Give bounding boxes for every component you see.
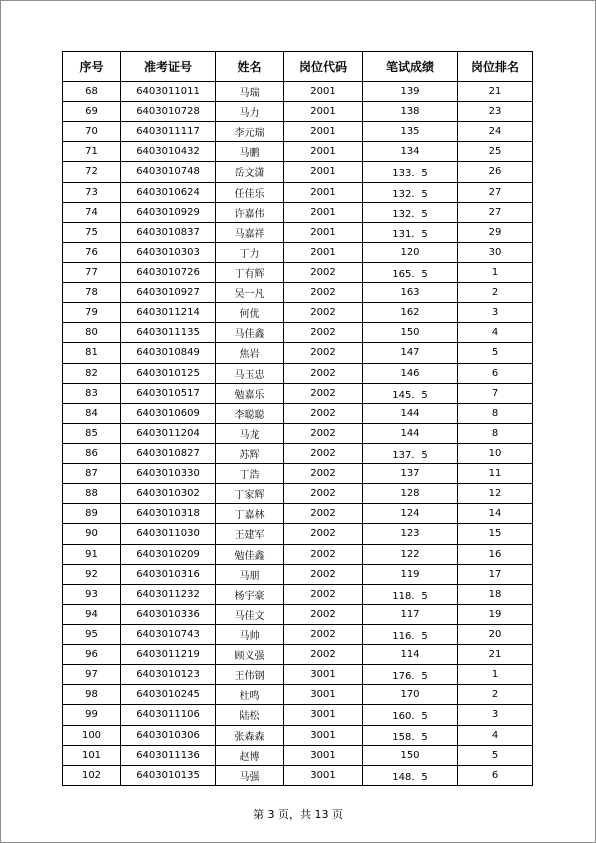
cell-name: 杜鸣 <box>216 685 284 705</box>
cell-serial-number: 72 <box>63 162 121 182</box>
cell-position-rank: 7 <box>458 383 533 403</box>
cell-position-code: 3001 <box>284 705 363 725</box>
cell-written-score: 132．5 <box>363 182 458 202</box>
cell-name: 马帅 <box>216 624 284 644</box>
cell-admission-ticket: 6403011030 <box>121 524 216 544</box>
cell-position-code: 2002 <box>284 363 363 383</box>
cell-position-rank: 11 <box>458 464 533 484</box>
cell-position-rank: 6 <box>458 765 533 785</box>
cell-position-rank: 23 <box>458 102 533 122</box>
cell-position-code: 2001 <box>284 182 363 202</box>
table-row <box>63 383 533 403</box>
cell-name: 丁家辉 <box>216 484 284 504</box>
cell-written-score: 119 <box>363 564 458 584</box>
results-table <box>62 51 533 786</box>
cell-serial-number: 77 <box>63 262 121 282</box>
cell-name: 许嘉伟 <box>216 202 284 222</box>
cell-position-code: 2002 <box>284 624 363 644</box>
cell-admission-ticket: 6403010743 <box>121 624 216 644</box>
cell-name: 杨宇豪 <box>216 584 284 604</box>
cell-serial-number: 96 <box>63 645 121 665</box>
page-footer: 第 3 页，共 13 页 <box>253 808 343 821</box>
cell-admission-ticket: 6403010748 <box>121 162 216 182</box>
cell-name: 岳文潇 <box>216 162 284 182</box>
table-row <box>63 624 533 644</box>
cell-written-score: 132．5 <box>363 202 458 222</box>
cell-admission-ticket: 6403010624 <box>121 182 216 202</box>
cell-serial-number: 74 <box>63 202 121 222</box>
cell-name: 马鹏 <box>216 142 284 162</box>
cell-name: 勉嘉乐 <box>216 383 284 403</box>
cell-serial-number: 100 <box>63 725 121 745</box>
cell-serial-number: 102 <box>63 765 121 785</box>
cell-serial-number: 91 <box>63 544 121 564</box>
cell-name: 张森森 <box>216 725 284 745</box>
cell-position-rank: 3 <box>458 303 533 323</box>
cell-serial-number: 85 <box>63 423 121 443</box>
table-row <box>63 222 533 242</box>
cell-position-rank: 29 <box>458 222 533 242</box>
cell-written-score: 144 <box>363 423 458 443</box>
cell-serial-number: 97 <box>63 665 121 685</box>
cell-position-code: 2002 <box>284 423 363 443</box>
table-row <box>63 504 533 524</box>
cell-written-score: 128 <box>363 484 458 504</box>
table-row <box>63 765 533 785</box>
cell-written-score: 147 <box>363 343 458 363</box>
cell-position-rank: 1 <box>458 262 533 282</box>
cell-position-code: 2002 <box>284 403 363 423</box>
cell-position-code: 2002 <box>284 484 363 504</box>
cell-name: 马强 <box>216 765 284 785</box>
cell-position-rank: 21 <box>458 82 533 102</box>
cell-position-code: 2002 <box>284 343 363 363</box>
cell-position-rank: 16 <box>458 544 533 564</box>
cell-position-code: 3001 <box>284 765 363 785</box>
cell-admission-ticket: 6403011214 <box>121 303 216 323</box>
cell-position-rank: 20 <box>458 624 533 644</box>
cell-position-rank: 14 <box>458 504 533 524</box>
cell-name: 马瑞 <box>216 82 284 102</box>
cell-serial-number: 89 <box>63 504 121 524</box>
cell-position-code: 2002 <box>284 504 363 524</box>
cell-position-rank: 4 <box>458 323 533 343</box>
cell-admission-ticket: 6403011135 <box>121 323 216 343</box>
cell-position-code: 2002 <box>284 443 363 463</box>
cell-position-rank: 26 <box>458 162 533 182</box>
cell-position-code: 3001 <box>284 745 363 765</box>
cell-admission-ticket: 6403010927 <box>121 283 216 303</box>
cell-serial-number: 93 <box>63 584 121 604</box>
cell-name: 丁力 <box>216 242 284 262</box>
cell-written-score: 123 <box>363 524 458 544</box>
header-serial-number: 序号 <box>63 52 121 82</box>
table-row <box>63 303 533 323</box>
cell-name: 马佳鑫 <box>216 323 284 343</box>
cell-written-score: 146 <box>363 363 458 383</box>
cell-serial-number: 90 <box>63 524 121 544</box>
cell-admission-ticket: 6403010827 <box>121 443 216 463</box>
cell-name: 马力 <box>216 102 284 122</box>
cell-admission-ticket: 6403010135 <box>121 765 216 785</box>
cell-position-code: 2001 <box>284 202 363 222</box>
cell-position-rank: 10 <box>458 443 533 463</box>
table-row <box>63 242 533 262</box>
table-row <box>63 443 533 463</box>
cell-position-code: 2001 <box>284 82 363 102</box>
cell-admission-ticket: 6403010123 <box>121 665 216 685</box>
table-row <box>63 604 533 624</box>
cell-admission-ticket: 6403010209 <box>121 544 216 564</box>
cell-written-score: 118．5 <box>363 584 458 604</box>
cell-serial-number: 94 <box>63 604 121 624</box>
cell-position-rank: 15 <box>458 524 533 544</box>
table-row <box>63 122 533 142</box>
cell-serial-number: 75 <box>63 222 121 242</box>
table-header-row <box>63 52 533 82</box>
cell-written-score: 124 <box>363 504 458 524</box>
cell-admission-ticket: 6403010609 <box>121 403 216 423</box>
cell-admission-ticket: 6403010336 <box>121 604 216 624</box>
cell-name: 马朋 <box>216 564 284 584</box>
cell-written-score: 134 <box>363 142 458 162</box>
cell-position-rank: 8 <box>458 423 533 443</box>
cell-admission-ticket: 6403010432 <box>121 142 216 162</box>
cell-admission-ticket: 6403010849 <box>121 343 216 363</box>
table-row <box>63 82 533 102</box>
cell-position-rank: 1 <box>458 665 533 685</box>
cell-position-rank: 18 <box>458 584 533 604</box>
cell-serial-number: 88 <box>63 484 121 504</box>
cell-written-score: 122 <box>363 544 458 564</box>
cell-serial-number: 92 <box>63 564 121 584</box>
cell-position-code: 2002 <box>284 262 363 282</box>
table-row <box>63 544 533 564</box>
cell-written-score: 163 <box>363 283 458 303</box>
cell-name: 马玉忠 <box>216 363 284 383</box>
cell-position-code: 2002 <box>284 383 363 403</box>
cell-name: 任佳乐 <box>216 182 284 202</box>
cell-admission-ticket: 6403010330 <box>121 464 216 484</box>
cell-name: 焦岩 <box>216 343 284 363</box>
cell-serial-number: 95 <box>63 624 121 644</box>
cell-position-code: 3001 <box>284 665 363 685</box>
cell-position-code: 2002 <box>284 303 363 323</box>
cell-position-code: 2001 <box>284 102 363 122</box>
cell-position-rank: 19 <box>458 604 533 624</box>
cell-position-code: 2002 <box>284 544 363 564</box>
table-row <box>63 745 533 765</box>
cell-serial-number: 87 <box>63 464 121 484</box>
cell-admission-ticket: 6403011117 <box>121 122 216 142</box>
cell-position-rank: 27 <box>458 202 533 222</box>
table-row <box>63 423 533 443</box>
cell-admission-ticket: 6403010316 <box>121 564 216 584</box>
table-row <box>63 403 533 423</box>
cell-admission-ticket: 6403010517 <box>121 383 216 403</box>
cell-position-rank: 5 <box>458 343 533 363</box>
cell-admission-ticket: 6403011204 <box>121 423 216 443</box>
cell-position-code: 2002 <box>284 604 363 624</box>
cell-serial-number: 84 <box>63 403 121 423</box>
cell-written-score: 114 <box>363 645 458 665</box>
cell-written-score: 170 <box>363 685 458 705</box>
cell-written-score: 145．5 <box>363 383 458 403</box>
table-row <box>63 262 533 282</box>
cell-position-rank: 17 <box>458 564 533 584</box>
cell-name: 丁浩 <box>216 464 284 484</box>
cell-name: 王建军 <box>216 524 284 544</box>
cell-written-score: 133．5 <box>363 162 458 182</box>
cell-name: 赵博 <box>216 745 284 765</box>
cell-admission-ticket: 6403010728 <box>121 102 216 122</box>
cell-serial-number: 99 <box>63 705 121 725</box>
table-row <box>63 645 533 665</box>
cell-position-rank: 6 <box>458 363 533 383</box>
header-name: 姓名 <box>216 52 284 82</box>
cell-admission-ticket: 6403011232 <box>121 584 216 604</box>
cell-serial-number: 71 <box>63 142 121 162</box>
cell-name: 李元瑞 <box>216 122 284 142</box>
cell-written-score: 116．5 <box>363 624 458 644</box>
cell-position-rank: 30 <box>458 242 533 262</box>
cell-position-rank: 2 <box>458 283 533 303</box>
cell-name: 丁有辉 <box>216 262 284 282</box>
header-admission-ticket: 准考证号 <box>121 52 216 82</box>
table-row <box>63 343 533 363</box>
cell-written-score: 137 <box>363 464 458 484</box>
cell-admission-ticket: 6403011136 <box>121 745 216 765</box>
cell-serial-number: 86 <box>63 443 121 463</box>
cell-admission-ticket: 6403010306 <box>121 725 216 745</box>
cell-admission-ticket: 6403011219 <box>121 645 216 665</box>
cell-position-code: 2001 <box>284 162 363 182</box>
cell-position-rank: 12 <box>458 484 533 504</box>
cell-position-code: 2002 <box>284 323 363 343</box>
cell-position-rank: 24 <box>458 122 533 142</box>
cell-admission-ticket: 6403010125 <box>121 363 216 383</box>
table-row <box>63 102 533 122</box>
cell-position-rank: 25 <box>458 142 533 162</box>
cell-serial-number: 73 <box>63 182 121 202</box>
table-row <box>63 182 533 202</box>
cell-serial-number: 78 <box>63 283 121 303</box>
cell-serial-number: 81 <box>63 343 121 363</box>
cell-written-score: 150 <box>363 745 458 765</box>
cell-position-rank: 8 <box>458 403 533 423</box>
header-position-code: 岗位代码 <box>284 52 363 82</box>
cell-name: 王伟钢 <box>216 665 284 685</box>
cell-name: 李聪聪 <box>216 403 284 423</box>
cell-serial-number: 70 <box>63 122 121 142</box>
cell-written-score: 117 <box>363 604 458 624</box>
cell-position-code: 3001 <box>284 685 363 705</box>
cell-position-code: 2002 <box>284 564 363 584</box>
cell-written-score: 176．5 <box>363 665 458 685</box>
table-row <box>63 685 533 705</box>
table-row <box>63 524 533 544</box>
cell-written-score: 137．5 <box>363 443 458 463</box>
cell-written-score: 158．5 <box>363 725 458 745</box>
cell-name: 顾义强 <box>216 645 284 665</box>
cell-name: 勉佳鑫 <box>216 544 284 564</box>
cell-written-score: 165．5 <box>363 262 458 282</box>
table-row <box>63 283 533 303</box>
cell-position-rank: 21 <box>458 645 533 665</box>
cell-position-rank: 3 <box>458 705 533 725</box>
cell-written-score: 150 <box>363 323 458 343</box>
cell-admission-ticket: 6403010303 <box>121 242 216 262</box>
cell-name: 何优 <box>216 303 284 323</box>
cell-position-code: 2002 <box>284 645 363 665</box>
cell-admission-ticket: 6403011011 <box>121 82 216 102</box>
cell-written-score: 138 <box>363 102 458 122</box>
cell-position-code: 2001 <box>284 222 363 242</box>
cell-admission-ticket: 6403010318 <box>121 504 216 524</box>
table-row <box>63 363 533 383</box>
cell-position-code: 2002 <box>284 464 363 484</box>
cell-written-score: 120 <box>363 242 458 262</box>
cell-written-score: 162 <box>363 303 458 323</box>
table-row <box>63 142 533 162</box>
cell-written-score: 135 <box>363 122 458 142</box>
cell-serial-number: 101 <box>63 745 121 765</box>
cell-position-rank: 27 <box>458 182 533 202</box>
table-row <box>63 665 533 685</box>
cell-admission-ticket: 6403010302 <box>121 484 216 504</box>
cell-written-score: 148．5 <box>363 765 458 785</box>
cell-position-code: 2001 <box>284 122 363 142</box>
table-row <box>63 162 533 182</box>
cell-admission-ticket: 6403010726 <box>121 262 216 282</box>
cell-serial-number: 69 <box>63 102 121 122</box>
cell-position-code: 3001 <box>284 725 363 745</box>
cell-position-code: 2002 <box>284 524 363 544</box>
cell-serial-number: 68 <box>63 82 121 102</box>
table-row <box>63 564 533 584</box>
table-row <box>63 725 533 745</box>
cell-serial-number: 82 <box>63 363 121 383</box>
cell-serial-number: 79 <box>63 303 121 323</box>
cell-position-code: 2001 <box>284 142 363 162</box>
cell-written-score: 160．5 <box>363 705 458 725</box>
table-row <box>63 323 533 343</box>
cell-name: 陆松 <box>216 705 284 725</box>
table-row <box>63 584 533 604</box>
cell-written-score: 131．5 <box>363 222 458 242</box>
table-row <box>63 202 533 222</box>
cell-serial-number: 98 <box>63 685 121 705</box>
cell-serial-number: 80 <box>63 323 121 343</box>
cell-name: 马佳文 <box>216 604 284 624</box>
cell-admission-ticket: 6403011106 <box>121 705 216 725</box>
cell-written-score: 139 <box>363 82 458 102</box>
cell-name: 丁嘉林 <box>216 504 284 524</box>
table-body <box>63 82 533 786</box>
cell-admission-ticket: 6403010837 <box>121 222 216 242</box>
cell-position-rank: 2 <box>458 685 533 705</box>
cell-position-code: 2001 <box>284 242 363 262</box>
cell-name: 吴一凡 <box>216 283 284 303</box>
table-row <box>63 705 533 725</box>
cell-serial-number: 76 <box>63 242 121 262</box>
cell-serial-number: 83 <box>63 383 121 403</box>
cell-admission-ticket: 6403010929 <box>121 202 216 222</box>
table-row <box>63 464 533 484</box>
cell-name: 苏辉 <box>216 443 284 463</box>
cell-admission-ticket: 6403010245 <box>121 685 216 705</box>
table-row <box>63 484 533 504</box>
cell-position-rank: 5 <box>458 745 533 765</box>
cell-position-code: 2002 <box>284 584 363 604</box>
cell-position-code: 2002 <box>284 283 363 303</box>
header-position-rank: 岗位排名 <box>458 52 533 82</box>
cell-written-score: 144 <box>363 403 458 423</box>
cell-name: 马龙 <box>216 423 284 443</box>
header-written-score: 笔试成绩 <box>363 52 458 82</box>
cell-position-rank: 4 <box>458 725 533 745</box>
cell-name: 马嘉祥 <box>216 222 284 242</box>
